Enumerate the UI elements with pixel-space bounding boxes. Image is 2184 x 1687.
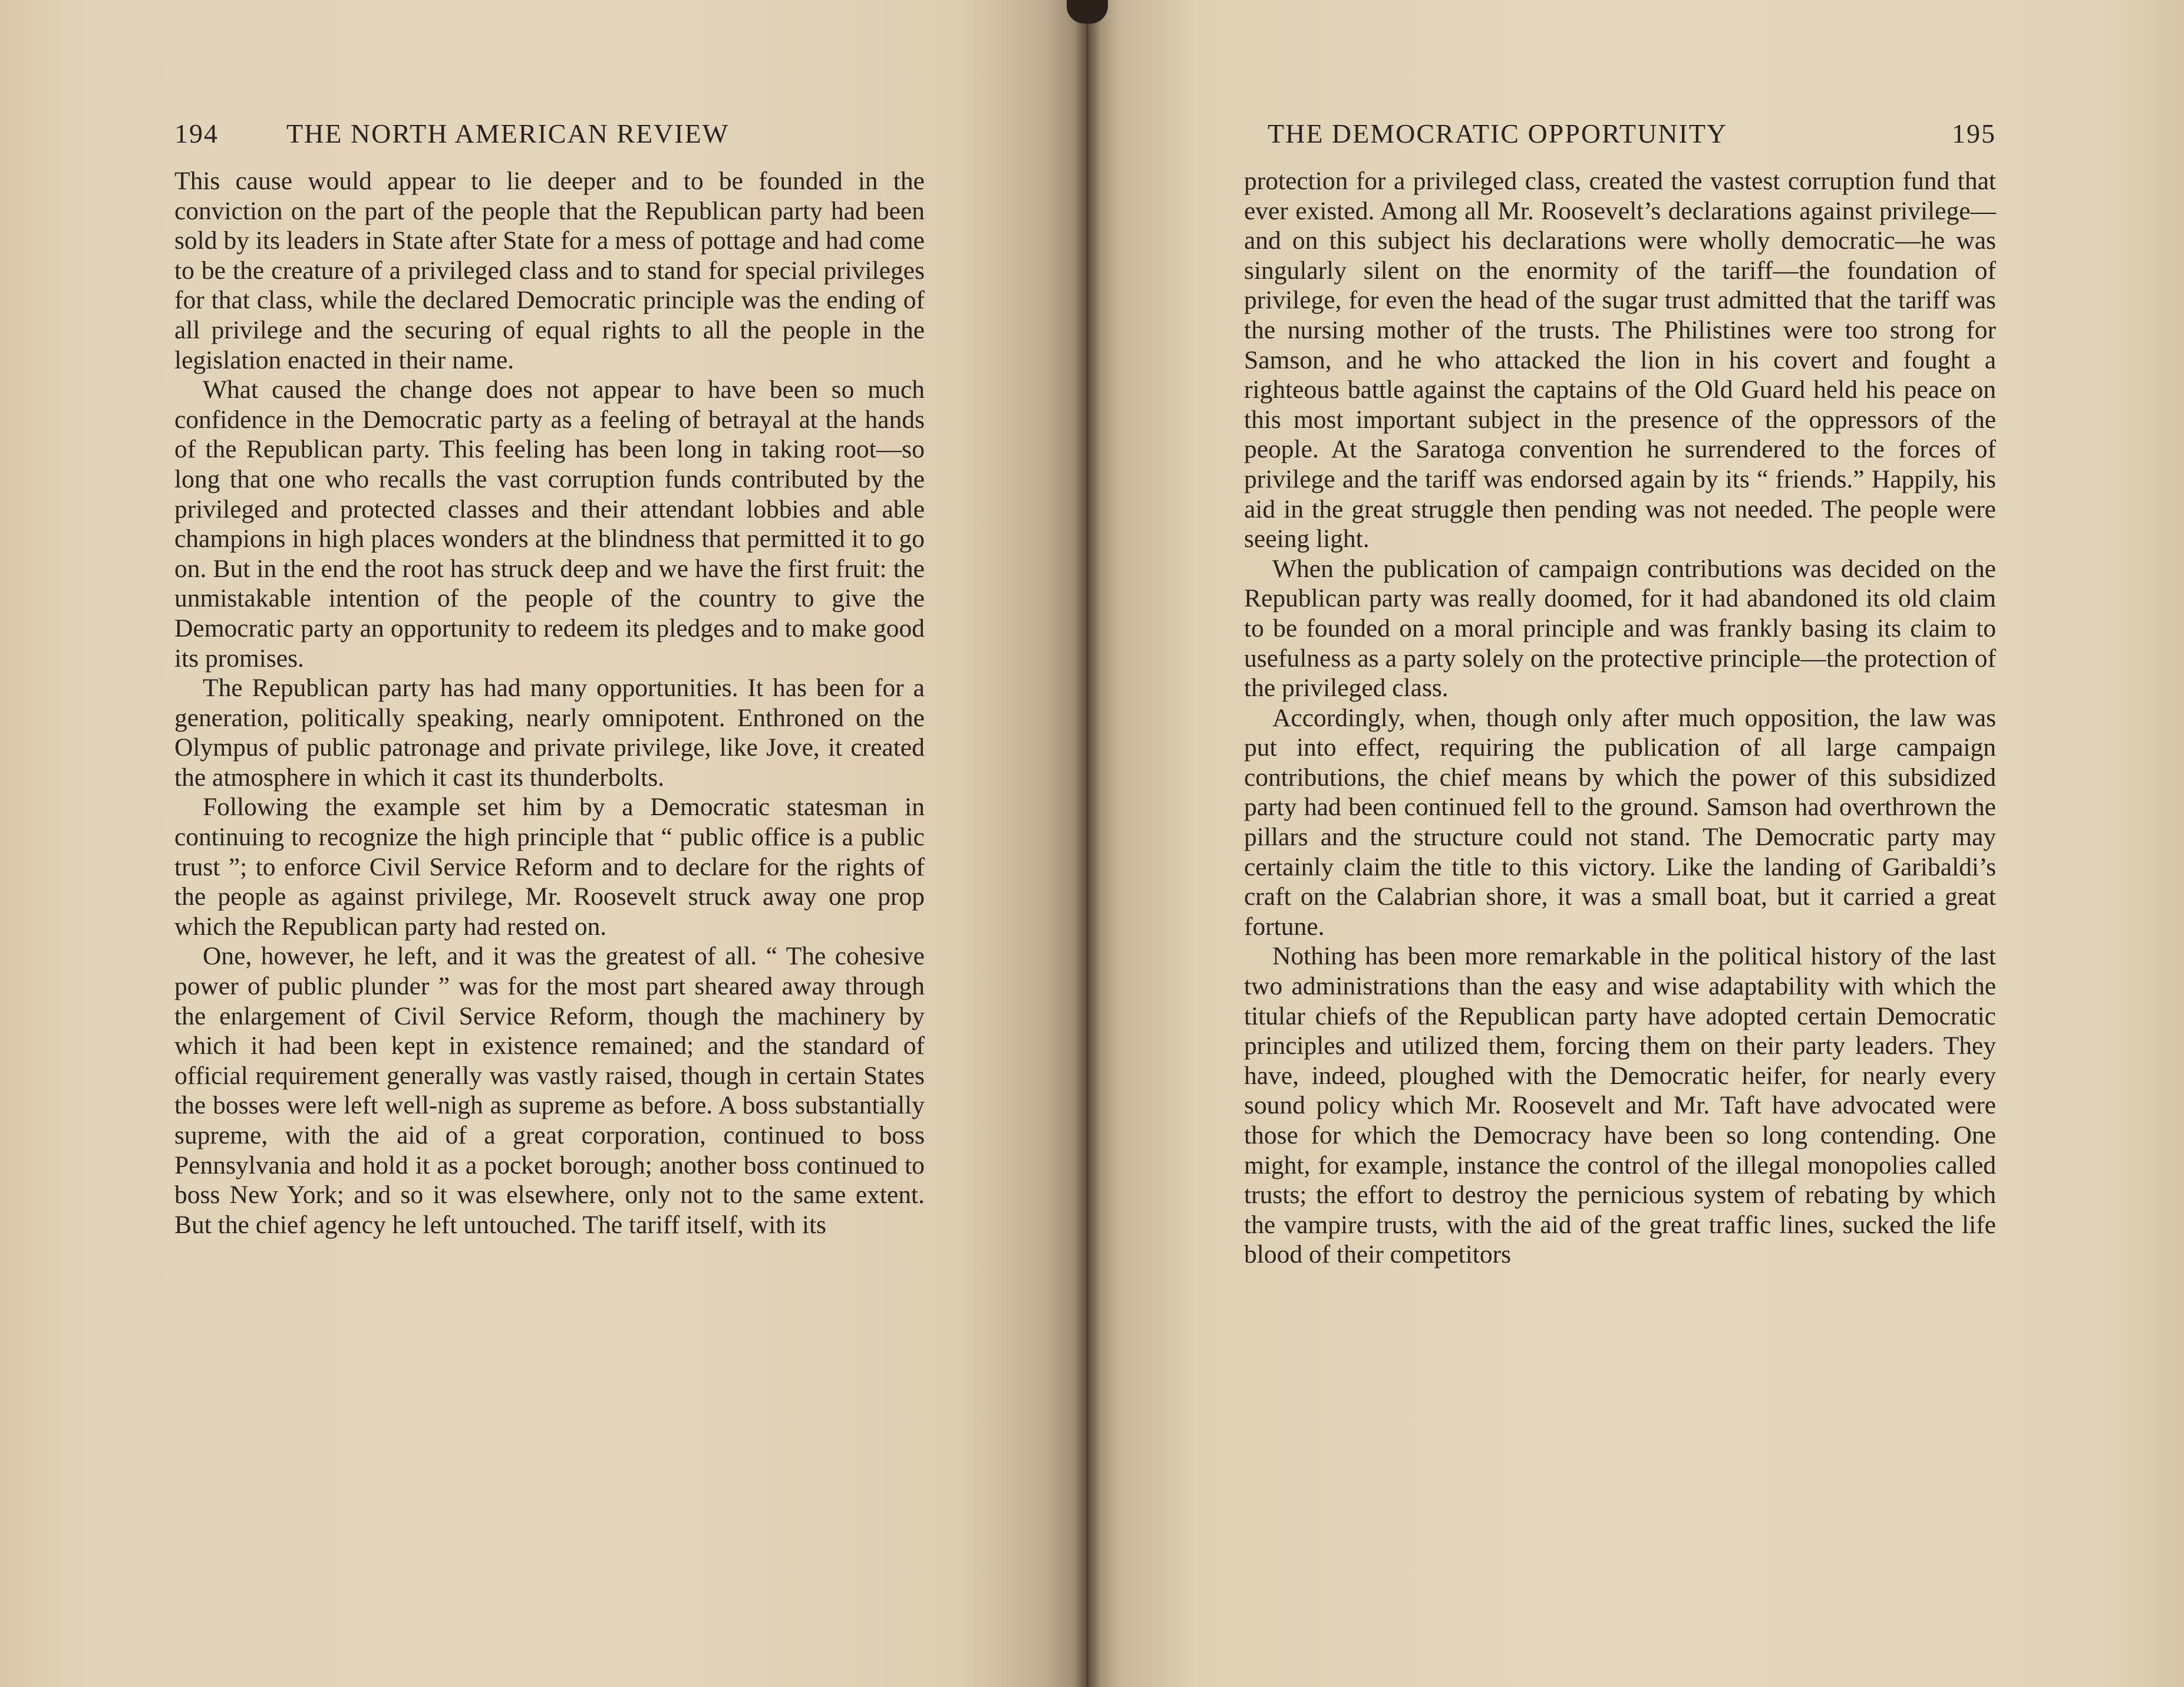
right-paragraph-3: Accordingly, when, though only after much opposition, the law was put into effect, requiring the publication of all large campaign contributions, the chief means by which the power of this subsidized party had been continued fell to the ground. Samson had overthrown the pillars and the structure could not stand. The Democratic party may certainly claim the title to this victory. Like the landing of Garibaldi’s craft on the Calabrian shore, it was a small boat, but it carried a great fortune.	[1244, 703, 1996, 941]
left-page-number: 194	[174, 118, 219, 149]
right-page	[1087, 0, 2184, 1687]
right-running-head: THE DEMOCRATIC OPPORTUNITY	[1268, 118, 1728, 149]
left-paragraph-5: One, however, he left, and it was the greatest of all. “ The cohesive power of public plunder ” was for the most part sheared away through the enlargement of Civil Service Reform, though the machinery by which it had been kept in existence remained; and the standard of official requirement generally was vastly raised, though in certain States the bosses were left well-nigh as supreme as before. A boss substantially supreme, with the aid of a great corporation, continued to boss Pennsylvania and hold it as a pocket borough; another boss continued to boss New York; and so it was elsewhere, only not to the same extent. But the chief agency he left untouched. The tariff itself, with its	[174, 942, 925, 1239]
left-page	[0, 0, 1087, 1687]
right-page-header	[1244, 118, 1996, 153]
left-paragraph-3: The Republican party has had many opportunities. It has been for a generation, politically speaking, nearly omnipotent. Enthroned on the Olympus of public patronage and private privilege, like Jove, it created the atmosphere in which it cast its thunderbolts.	[174, 674, 925, 792]
left-page-body	[174, 166, 925, 1240]
right-paragraph-1: protection for a privileged class, created the vastest corruption fund that ever existed. Among all Mr. Roosevelt’s declarations against privilege—and on this subject his declarations were wholly democratic—he was singularly silent on the enormity of the tariff—the foundation of privilege, for even the head of the sugar trust admitted that the tariff was the nursing mother of the trusts. The Philistines were too strong for Samson, and he who attacked the lion in his covert and fought a righteous battle against the captains of the Old Guard held his peace on this most important subject in the presence of the oppressors of the people. At the Saratoga convention he surrendered to the forces of privilege and the tariff was endorsed again by its “ friends.” Happily, his aid in the great struggle then pending was not needed. The people were seeing light.	[1244, 167, 1996, 553]
left-paragraph-1: This cause would appear to lie deeper and to be founded in the conviction on the part of the people that the Republican party had been sold by its leaders in State after State for a mess of pottage and had come to be the creature of a privileged class and to stand for special privileges for that class, while the declared Democratic principle was the ending of all privilege and the securing of equal rights to all the people in the legislation enacted in their name.	[174, 167, 925, 374]
right-page-number: 195	[1952, 118, 1996, 149]
book-gutter	[1074, 0, 1101, 1687]
right-paragraph-2: When the publication of campaign contributions was decided on the Republican party was really doomed, for it had abandoned its old claim to be founded on a moral principle and was frankly basing its claim to usefulness as a party solely on the protective principle—the protection of the privileged class.	[1244, 554, 1996, 703]
left-running-head: THE NORTH AMERICAN REVIEW	[286, 118, 730, 149]
left-paragraph-2: What caused the change does not appear to have been so much confidence in the Democratic party as a feeling of betrayal at the hands of the Republican party. This feeling has been long in taking root—so long that one who recalls the vast corruption funds contributed by the privileged and protected classes and their attendant lobbies and able champions in high places wonders at the blindness that permitted it to go on. But in the end the root has struck deep and we have the first fruit: the unmistakable intention of the people of the country to give the Democratic party an opportunity to redeem its pledges and to make good its promises.	[174, 375, 925, 673]
right-page-body	[1244, 166, 1996, 1270]
left-paragraph-4: Following the example set him by a Democratic statesman in continuing to recognize the high principle that “ public office is a public trust ”; to enforce Civil Service Reform and to declare for the rights of the people as against privilege, Mr. Roosevelt struck away one prop which the Republican party had rested on.	[174, 793, 925, 941]
right-paragraph-4: Nothing has been more remarkable in the political history of the last two administrations than the easy and wise adaptability with which the titular chiefs of the Republican party have adopted certain Democratic principles and utilized them, forcing them on their party leaders. They have, indeed, ploughed with the Democratic heifer, for nearly every sound policy which Mr. Roosevelt and Mr. Taft have advocated were those for which the Democracy have been so long contending. One might, for example, instance the control of the illegal monopolies called trusts; the effort to destroy the pernicious system of rebating by which the vampire trusts, with the aid of the great traffic lines, sucked the life blood of their competitors	[1244, 942, 1996, 1269]
left-page-header	[174, 118, 925, 153]
